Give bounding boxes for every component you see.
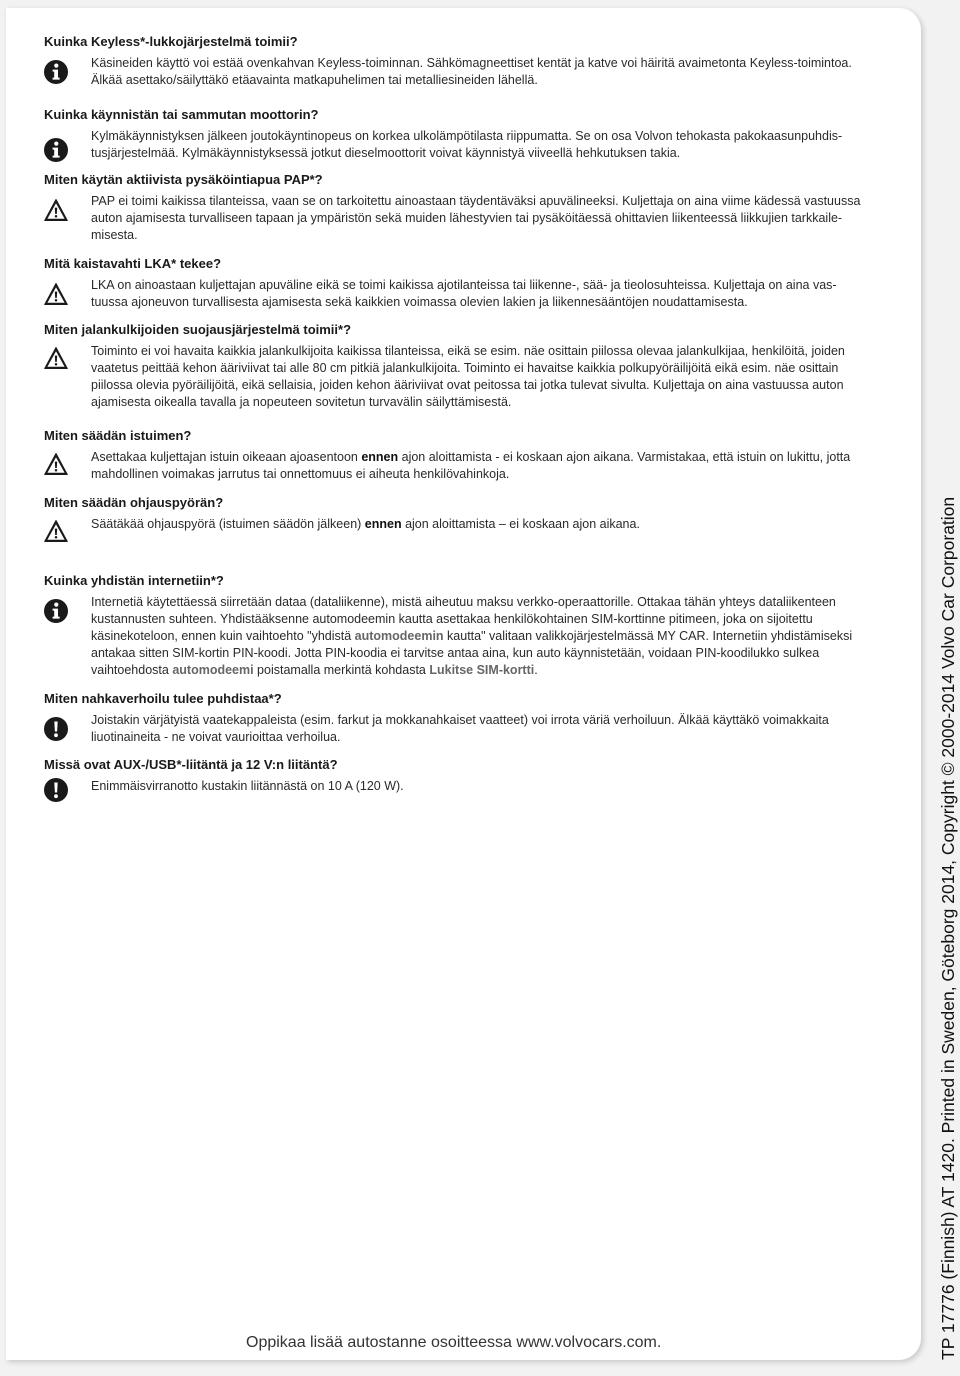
warning-triangle-icon — [44, 346, 68, 370]
text-line: Säätäkää ohjauspyörä (istuimen säädön jälkeen) ennen ajon aloittamista – ei koskaan ajon aikana. — [91, 517, 640, 531]
section-pedestrian — [44, 322, 904, 411]
text-line: kustannusten suhteen. Yhdistääksenne automodeemin kautta asettakaa henkilökohtainen SIM-korttinne pitimeen, joka on sijoitettu — [91, 612, 813, 626]
section-heading: Miten jalankulkijoiden suojausjärjestelmä toimii*? — [44, 322, 352, 337]
warning-triangle-icon — [44, 282, 68, 306]
text-line: misesta. — [91, 228, 138, 242]
text-line: antakaa sitten SIM-kortin PIN-koodi. Jotta PIN-koodia ei tarvitse antaa aina, kun auto käynnistetään, voidaan PIN-koodilukko sulkea — [91, 646, 820, 660]
text-line: Käsineiden käyttö voi estää ovenkahvan Keyless-toiminnan. Sähkömagneettiset kentät ja katve voi häiritä avaimetonta Keyless-toimintoa. — [91, 56, 852, 70]
text-line: PAP ei toimi kaikissa tilanteissa, vaan se on tarkoitettu ainoastaan täydentäväksi apuvälineeksi. Kuljettaja on aina viime kädessä vastuussa — [91, 194, 861, 208]
section-heading: Miten säädän istuimen? — [44, 428, 192, 443]
text-line: mahdollinen voimakas jarrutus tai onnettomuus ei aiheuta henkilövahinkoja. — [91, 467, 510, 481]
section-heading: Missä ovat AUX-/USB*-liitäntä ja 12 V:n liitäntä? — [44, 757, 338, 772]
text-line: Enimmäisvirranotto kustakin liitännästä on 10 A (120 W). — [91, 779, 404, 793]
text-line: LKA on ainoastaan kuljettajan apuväline eikä se toimi kaikissa ajotilanteissa tai liikenne-, sää- ja tieolosuhteissa. Kuljettaja on aina vas- — [91, 278, 837, 292]
section-heading: Miten käytän aktiivista pysäköintiapua PAP*? — [44, 172, 323, 187]
info-icon — [44, 138, 68, 162]
text-line: Joistakin värjätyistä vaatekappaleista (esim. farkut ja mokkanahkaiset vaatteet) voi irrota väriä verhoiluun. Älkää käyttäkö voimakkaita — [91, 713, 829, 727]
exclamation-icon — [44, 778, 68, 802]
text-line: tuussa ajoneuvon turvallisesta ajamisesta sekä kaikkien voimassa olevien lakien ja liikennesääntöjen noudattamisesta. — [91, 295, 748, 309]
section-heading: Miten nahkaverhoilu tulee puhdistaa*? — [44, 691, 282, 706]
text-line: Internetiä käytettäessä siirretään dataa (dataliikenne), mistä aiheutuu maksu verkko-operaattorille. Ottakaa tähän yhteys dataliikenteen — [91, 595, 836, 609]
exclamation-icon — [44, 717, 68, 741]
document-page — [6, 8, 921, 1360]
section-heading: Kuinka Keyless*-lukkojärjestelmä toimii? — [44, 34, 298, 49]
menu-term: automodeemi — [172, 663, 254, 677]
section-engine-start — [44, 107, 904, 162]
text-line: piilossa olevia pyöräilijöitä, eikä sellaisia, joiden kehon ääriviivat ovat peitossa tai jotka tulevat sivulta. Kuljettaja on aina vastuussa auton — [91, 378, 844, 392]
text-line: vaatetus peittää kehon ääriviivat tai alle 80 cm pitkiä jalankulkijoita. Toiminto ei havaitse kaikkia polkupyöräilijöitä eikä esim. näe osittain — [91, 361, 839, 375]
text-line: liuotinaineita - ne voivat vaurioittaa verhoilua. — [91, 730, 341, 744]
section-park-assist — [44, 172, 904, 244]
section-lka — [44, 256, 904, 311]
section-heading: Kuinka käynnistän tai sammutan moottorin? — [44, 107, 319, 122]
section-internet — [44, 573, 904, 679]
text-line: ajamisesta oikealla tavalla ja nopeuteen sovitetun turvavälin säilyttämisestä. — [91, 395, 512, 409]
section-heading: Kuinka yhdistän internetiin*? — [44, 573, 224, 588]
warning-triangle-icon — [44, 519, 68, 543]
text-line: käsinekoteloon, ennen kuin vaihtoehto "yhdistä automodeemin kautta" valitaan valikkojärjestelmässä MY CAR. Internetiin yhdistämiseksi — [91, 629, 853, 643]
info-icon — [44, 60, 68, 84]
menu-term: automodeemin — [354, 629, 444, 643]
text-line: Älkää asettako/säilyttäkö etäavainta matkapuhelimen tai metalliesineiden lähellä. — [91, 73, 538, 87]
emphasis-text: ennen — [361, 450, 399, 464]
faq-content — [44, 34, 904, 802]
text-line: Kylmäkäynnistyksen jälkeen joutokäyntinopeus on korkea ulkolämpötilasta riippumatta. Se on osa Volvon tehokasta pakokaasunpuhdis- — [91, 129, 843, 143]
section-seat — [44, 428, 904, 483]
section-aux-usb — [44, 757, 904, 802]
warning-triangle-icon — [44, 452, 68, 476]
text-line: Toiminto ei voi havaita kaikkia jalankulkijoita kaikissa tilanteissa, eikä se esim. näe osittain piilossa olevaa jalankulkijaa, henkilöitä, joiden — [91, 344, 845, 358]
menu-term: Lukitse SIM-kortti — [429, 663, 535, 677]
section-heading: Mitä kaistavahti LKA* tekee? — [44, 256, 222, 271]
section-keyless — [44, 34, 904, 89]
text-line: vaihtoehdosta automodeemi poistamalla merkintä kohdasta Lukitse SIM-kortti. — [91, 663, 538, 677]
side-print-info: TP 17776 (Finnish) AT 1420. Printed in Sweden, Göteborg 2014, Copyright © 2000-2014 Volvo Car Corporation — [938, 496, 958, 1360]
section-leather — [44, 691, 904, 746]
section-steering — [44, 495, 904, 543]
info-icon — [44, 599, 68, 623]
text-line: auton ajamisesta turvalliseen tapaan ja ympäristön sekä muiden lähestyvien tai pysäköitäessä ohittavien liikenteessä liikkujien tarkkaile- — [91, 211, 843, 225]
section-heading: Miten säädän ohjauspyörän? — [44, 495, 224, 510]
warning-triangle-icon — [44, 198, 68, 222]
text-line: Asettakaa kuljettajan istuin oikeaan ajoasentoon ennen ajon aloittamista - ei koskaan ajon aikana. Varmistakaa, että istuin on lukittu, jotta — [91, 450, 851, 464]
footer-text: Oppikaa lisää autostanne osoitteessa www.volvocars.com. — [246, 1334, 662, 1351]
text-line: tusjärjestelmää. Kylmäkäynnistyksessä jotkut dieselmoottorit voivat käynnistyä viiveellä hehkutuksen takia. — [91, 146, 681, 160]
emphasis-text: ennen — [364, 517, 402, 531]
